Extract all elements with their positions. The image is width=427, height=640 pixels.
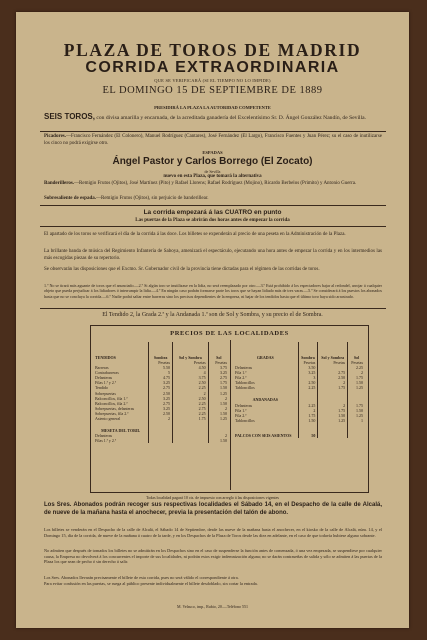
table-row: [233, 433, 365, 438]
table-row: Tabloncillos 1.50 1.25 1: [235, 417, 363, 423]
tax-note: Todas localidad pagará 10 cts. de impuesto con arreglo á las disposiciones vigentes: [146, 495, 279, 500]
paragraph-apartado: El apartado de los toros se verificará el día de la corrida á las doce. Los billetes se expenderán al precio de una peseta en la Administración de la Plaza.: [44, 232, 346, 237]
poster-title: PLAZA DE TOROS DE MADRID: [63, 40, 362, 60]
col-unit: Pesetas: [318, 360, 348, 365]
banderilleros-paragraph: [44, 181, 382, 188]
bulls-paragraph: [44, 113, 382, 122]
banderilleros-text: —Remigio Frutos (Ojitos), José Martínez (Pito) y Rafael Llorens; Rafael Rodríguez (Mojino), Ricardo Berbelos (Primito) y Antonio Guerra.: [74, 181, 357, 186]
table-row: Fila 2.ª 3 2.50 1.75: [235, 375, 363, 381]
table-row: Tabloncillos 2.25 1.75 1.25: [235, 385, 363, 391]
espadas-names: Ángel Pastor y Carlos Borrego (El Zocato): [112, 156, 313, 167]
price-table-title: PRECIOS DE LAS LOCALIDADES: [170, 330, 289, 337]
bullfight-poster: [16, 12, 409, 628]
start-time: La corrida empezará á las CUATRO en punto: [143, 209, 282, 216]
divider: [40, 205, 386, 206]
col-unit: Pesetas: [298, 360, 318, 365]
presidency-note: PRESIDIRÁ LA PLAZA LA AUTORIDAD COMPETENTE: [154, 105, 271, 110]
espadas-alternative: nuevo en esta Plaza, que tomará la alternativa: [163, 174, 262, 179]
table-row: Tabloncillos 2.50 2 1.50: [235, 380, 363, 386]
table-row: Delanteras 2: [95, 433, 227, 439]
table-row: Fila 2.ª 1.75 1.50 1.25: [235, 412, 363, 418]
table-row: Contrabarreras 5 4 3.25: [95, 370, 227, 376]
col-sombra: Sombra: [298, 342, 318, 360]
col-unit: Pesetas: [173, 360, 209, 365]
picadores-text: —Francisco Fernández (El Colonero), Manuel Rodríguez (Cantares), José Fernández (El Largo), Francisco Fuentes y Juan Pérez; su el caso de inutilizarse los cinco no podrá exigirse otro.: [44, 134, 382, 146]
abono-validity-paragraph: Los Sres. Abonados llevarán precisamente el billete de esta corrida, pues no será válido el correspondiente á otra.: [44, 575, 239, 580]
entry-instructions-paragraph: Para evitar confusión en las puertas, se ruega al público presente individualmente el billete desdoblado, sin cortar la entrada.: [44, 581, 258, 586]
col-unit: Pesetas: [348, 360, 365, 365]
table-row: Fila 1.ª 2 1.75 1.50: [235, 407, 363, 413]
toril-header: MESETA DEL TORIL: [101, 428, 141, 434]
tendidos-header: TENDIDOS: [95, 354, 116, 360]
event-date: EL DOMINGO 15 DE SEPTIEMBRE DE 1889: [102, 85, 323, 96]
espadas-label: ESPADAS: [202, 150, 223, 155]
bulls-text: con divisa amarilla y encarnada, de la acreditada ganadería del Excelentísimo Sr. D. Ángel González Nandín, de Sevilla.: [96, 115, 367, 121]
table-center-divider: [230, 340, 231, 490]
andanadas-header: ANDANADAS: [252, 397, 278, 403]
paragraph-music: La brillante banda de música del Regimiento Infantería de Saboya, amenizará el espectáculo, ejecutando una hora antes de empezar la corrida y en los intermedios las más escogidas piezas de su repertorio.: [44, 249, 382, 261]
paragraph-rules: 1.º No se tirará más aguante de toros que el anunciado.—2.º Si algún toro se inutilizase en la lidia, no será reemplazado por otro.—3.º Está prohibido á los espectadores bajar al redondel, arrojar á cualquier objeto que pueda perjudicar á los lidiadores ó interrumpir la lidia.—4.º En ningún caso podrán formarse parte los toros que se hayan lidiado más de tres varas.—5.º Se considerará á los puestos los abonados hasta que no se concluya la corrida.—6.º Nadie podrá saltar entre barreras sino los precisos dependientes de la empresa, ni bajar de los tendidos hasta que el último toro haya sido arrastrado.: [44, 283, 382, 299]
printer-credit: M. Velasco, imp., Rubio, 20.—Teléfono 551: [176, 604, 249, 609]
bulls-lead: SEIS TOROS,: [44, 112, 95, 121]
palcos-label: PALCOS CON SEIS ASIENTOS: [235, 432, 292, 438]
abonados-paragraph: Los Sres. Abonados podrán recoger sus respectivas localidades el Sábado 14, en el Despacho de la calle de Alcalá, de nueve de la mañana hasta el anochecer, previa la presentación del talón de abono.: [44, 502, 382, 516]
col-sol-y-sombra: Sol y Sombra: [173, 342, 209, 360]
sobresaliente-label: Sobresaliente de espada.: [44, 196, 96, 201]
tendido-note: El Tendido 2, la Grada 2.ª y la Andanada 1.ª son de Sol y Sombra, y su precio el de Sombra.: [102, 312, 323, 318]
espadas-origin: de Sevilla: [204, 169, 221, 174]
price-table-tendidos: [93, 342, 229, 443]
col-unit: Pesetas: [208, 360, 229, 365]
table-row: Filas 1.ª y 2.ª 1.50: [95, 438, 227, 444]
table-row: Sobrepuertas, delanteras 3.25 2.75 2: [95, 405, 227, 411]
divider: [40, 308, 386, 309]
divider: [40, 131, 386, 132]
col-sol: Sol: [348, 342, 365, 360]
col-sol-y-sombra: Sol y Sombra: [318, 342, 348, 360]
table-row: Delanteras 4.75 3.75 2.75: [95, 375, 227, 381]
table-row: Sobrepuertas 2.50 2 1.25: [95, 390, 227, 396]
paragraph-rules-intro: Se observarán las disposiciones que el Excmo. Sr. Gobernador civil de la provincia tiene dictadas para el régimen de las corridas de toros.: [44, 267, 320, 272]
picadores-label: Picadores.: [44, 134, 66, 139]
col-sombra: Sombra: [149, 342, 173, 360]
poster-subtitle: CORRIDA EXTRAORDINARIA: [85, 59, 340, 76]
ticket-sale-paragraph: Los billetes se venderán en el Despacho de la calle de Alcalá, el Sábado 14 de Septiembre, desde las nueve de la mañana hasta el anochecer, en el kiosko de la calle de Alcalá, núm. 14, y el Domingo 15, día de la corrida, de nueve de la mañana á cuatro de la tarde, y en los Despachos de la Plaza de Toros desde las diez en adelante, en el caso de que todavía hubiese alguno sobrante.: [44, 527, 382, 538]
table-row: Balconcillos, fila 1.ª 3.25 2.50 2: [95, 395, 227, 401]
table-row: Fila 1.ª 3.25 2.75 2: [235, 370, 363, 376]
table-row: Delanteras 3.50 2.25: [235, 365, 363, 371]
table-row: Filas 1.ª y 2.ª 3.25 2.50 1.75: [95, 380, 227, 386]
table-row: Tendido 2.75 2.25 1.50: [95, 385, 227, 391]
table-row: Balconcillos, fila 2.ª 2.75 2.25 1.50: [95, 400, 227, 406]
col-sol: Sol: [208, 342, 229, 360]
table-row: Asiento general 2 1.75 1.25: [95, 416, 227, 422]
sobresaliente-text: —Remigio Frutos (Ojitos), sin perjuicio de banderillear.: [96, 196, 209, 201]
palcos-price: 50: [298, 433, 318, 438]
price-table: [90, 325, 369, 493]
gates-open: Las puertas de la Plaza se abrirán dos horas antes de empezar la corrida: [135, 218, 290, 223]
price-table-gradas: [233, 342, 365, 438]
gradas-header: GRADAS: [256, 354, 274, 360]
banderilleros-label: Banderilleros.: [44, 181, 75, 186]
weather-note: QUE SE VERIFICARÁ (SI EL TIEMPO NO LO IMPIDE): [154, 78, 271, 83]
table-row: Sobrepuertas, fila 2.ª 2.50 2.25 1.50: [95, 410, 227, 416]
picadores-paragraph: [44, 134, 382, 147]
ticket-refund-paragraph: No admiten que después de tomados los billetes no se admitirán en los Despachos sino en el caso de suspenderse la función antes de comenzada, ó una vez empezada, se suspendiese por cualquier causa, la Empresa no devolverá á los concurrentes el importe de sus localidades, ni podrán estos exigir indemnización alguna; no se darán contraseñas de salida y sólo se admiten á las puertas de la Plaza los que sean de pecho ó sin derecho á salir.: [44, 548, 382, 565]
col-unit: Pesetas: [149, 360, 173, 365]
divider: [40, 226, 386, 227]
table-row: Barreras 5.50 4.50 3.75: [95, 365, 227, 371]
table-row: Delanteras 2.25 2 1.75: [235, 402, 363, 408]
sobresaliente-paragraph: [44, 196, 382, 203]
